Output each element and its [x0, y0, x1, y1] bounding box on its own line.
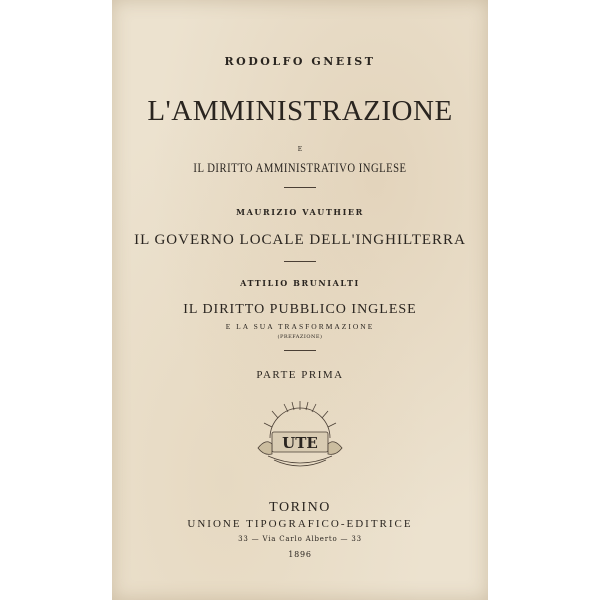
divider: [284, 350, 316, 351]
conjunction: E: [297, 146, 303, 153]
publisher-address: 33 — Via Carlo Alberto — 33: [238, 535, 362, 543]
emblem-letters: UTE: [282, 434, 318, 452]
part-label: PARTE PRIMA: [256, 369, 344, 381]
publication-city: TORINO: [269, 500, 331, 515]
publisher-emblem-icon: [250, 398, 350, 470]
second-title: IL GOVERNO LOCALE DELL'INGHILTERRA: [134, 232, 466, 248]
divider: [284, 261, 316, 262]
third-title: IL DIRITTO PUBBLICO INGLESE: [183, 302, 417, 317]
third-title-continued: E LA SUA TRASFORMAZIONE: [225, 322, 375, 331]
subtitle: IL DIRITTO AMMINISTRATIVO INGLESE: [193, 160, 407, 175]
third-title-note: (PREFAZIONE): [277, 334, 323, 340]
publication-year: 1896: [288, 550, 312, 559]
divider: [284, 187, 316, 188]
main-title: L'AMMINISTRAZIONE: [147, 95, 453, 127]
second-author-name: MAURIZIO VAUTHIER: [236, 207, 364, 217]
publisher-name: UNIONE TIPOGRAFICO-EDITRICE: [187, 518, 413, 530]
third-author-name: ATTILIO BRUNIALTI: [240, 278, 360, 288]
title-page: [112, 0, 488, 600]
author-name: RODOLFO GNEIST: [224, 55, 376, 68]
